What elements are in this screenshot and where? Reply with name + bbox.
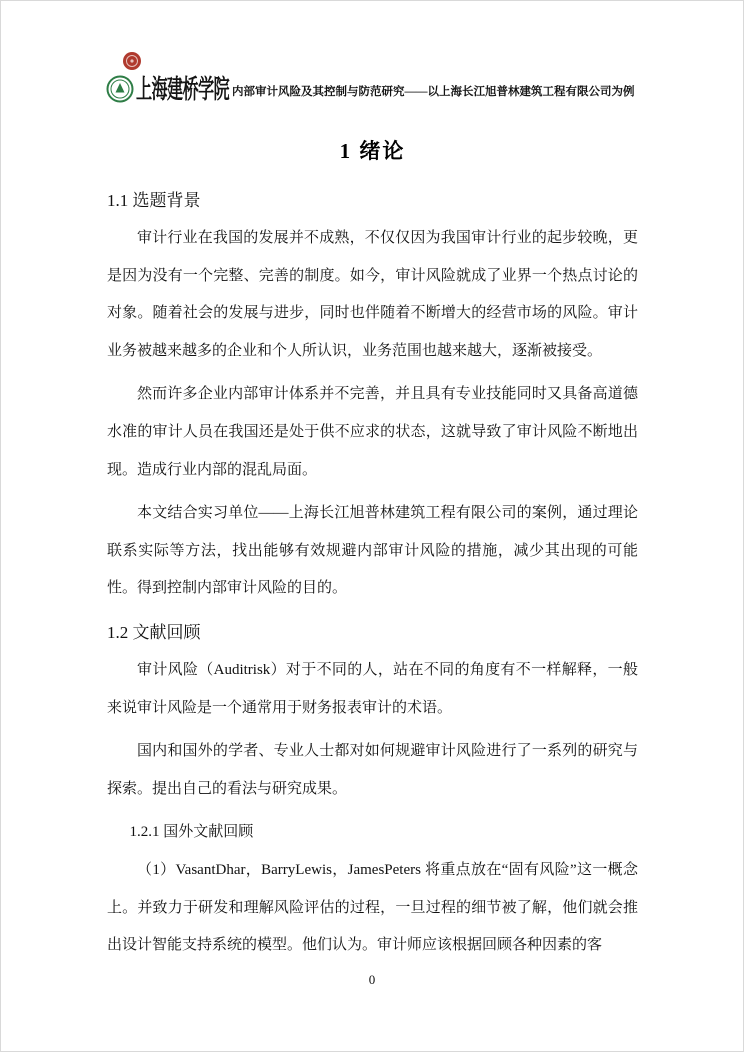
- chapter-title: 1 绪论: [339, 139, 406, 163]
- paragraph: 国内和国外的学者、专业人士都对如何规避审计风险进行了一系列的研究与探索。提出自己的看法与研究成果。: [107, 743, 638, 797]
- page-header: [104, 45, 640, 107]
- page-footer: [0, 972, 744, 988]
- document-body: [107, 136, 638, 971]
- paragraph: （1）VasantDhar，BarryLewis，JamesPeters 将重点放在“固有风险”这一概念上。并致力于研发和理解风险评估的过程，一旦过程的细节被了解，他们就会推出设计智能支持系统的模型。他们认为。审计师应该根据回顾各种因素的客: [107, 861, 638, 954]
- paragraph: 审计风险（Auditrisk）对于不同的人，站在不同的角度有不一样解释，一般来说审计风险是一个通常用于财务报表审计的术语。: [107, 661, 638, 716]
- header-document-title: 内部审计风险及其控制与防范研究——以上海长江旭普林建筑工程有限公司为例: [232, 86, 635, 98]
- subsection-heading-1-2-1: 1.2.1 国外文献回顾: [129, 824, 254, 841]
- university-emblem-icon: [106, 75, 134, 103]
- university-name: 上海建桥学院: [136, 75, 230, 104]
- section-heading-1-2: 1.2 文献回顾: [107, 622, 201, 642]
- paragraph: 审计行业在我国的发展并不成熟，不仅仅因为我国审计行业的起步较晚，更是因为没有一个完整、完善的制度。如今，审计风险就成了业界一个热点讨论的对象。随着社会的发展与进步，同时也伴随着不断增大的经营市场的风险。审计业务被越来越多的企业和个人所认识，业务范围也越来越大，逐渐被接受。: [107, 230, 638, 359]
- paragraph: 本文结合实习单位——上海长江旭普林建筑工程有限公司的案例，通过理论联系实际等方法，找出能够有效规避内部审计风险的措施，减少其出现的可能性。得到控制内部审计风险的目的。: [107, 505, 638, 597]
- section-heading-1-1: 1.1 选题背景: [107, 191, 201, 210]
- university-seal-icon: [122, 51, 142, 71]
- paragraph: 然而许多企业内部审计体系并不完善，并且具有专业技能同时又具备高道德水准的审计人员在我国还是处于供不应求的状态，这就导致了审计风险不断地出现。造成行业内部的混乱局面。: [107, 386, 638, 478]
- page-number: 0: [368, 972, 376, 987]
